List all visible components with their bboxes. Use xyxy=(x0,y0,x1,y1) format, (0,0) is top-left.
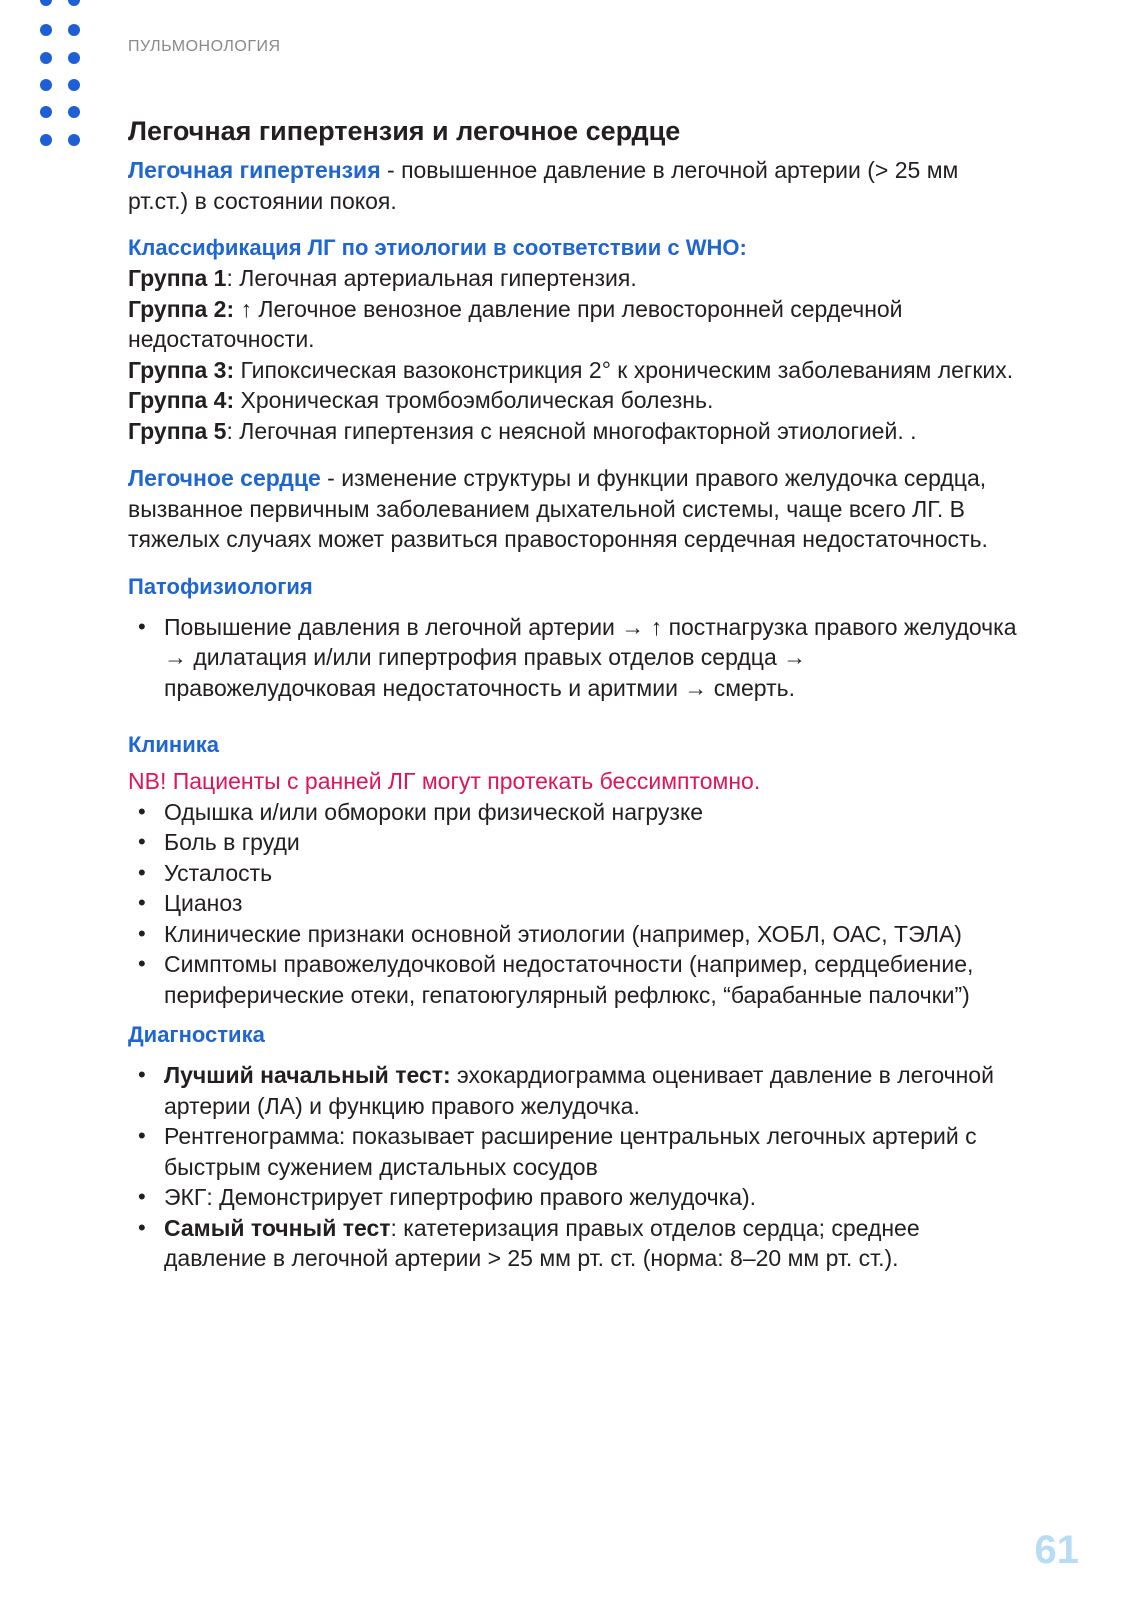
diagnostics-list xyxy=(128,1060,1018,1274)
list-item: • Боль в груди xyxy=(164,827,1018,858)
group-text: ↑ Легочное венозное давление при левосторонней сердечной недостаточности. xyxy=(128,295,903,353)
clinic-list xyxy=(128,797,1018,1011)
list-item: • Клинические признаки основной этиологии (например, ХОБЛ, ОАС, ТЭЛА) xyxy=(164,919,1018,950)
classification-group: Группа 1: Легочная артериальная гипертензия. xyxy=(128,265,637,292)
list-item: • Лучший начальный тест: эхокардиограмма оценивает давление в легочной артерии (ЛА) и функцию правого желудочка. xyxy=(164,1060,1018,1121)
page-number: 61 xyxy=(1034,1528,1079,1572)
clinic-heading: Клиника xyxy=(128,732,219,758)
dot-icon xyxy=(68,24,80,36)
list-item: • Симптомы правожелудочковой недостаточности (например, сердцебиение, периферические отеки, гепатоюгулярный рефлюкс, “барабанные палочки”) xyxy=(164,949,1018,1010)
list-item: • Самый точный тест: катетеризация правых отделов сердца; среднее давление в легочной артерии > 25 мм рт. ст. (норма: 8–20 мм рт. ст.). xyxy=(164,1213,1018,1274)
definition-cor-pulmonale xyxy=(128,463,1018,555)
list-item: • Рентгенограмма: показывает расширение центральных легочных артерий с быстрым сужением дистальных сосудов xyxy=(164,1121,1018,1182)
group-label: Группа 1 xyxy=(128,265,227,292)
diagnostics-heading: Диагностика xyxy=(128,1022,265,1048)
dot-icon xyxy=(40,52,52,64)
group-text: Гипоксическая вазоконстрикция 2° к хроническим заболеваниям легких. xyxy=(234,356,1014,383)
dot-icon xyxy=(40,106,52,118)
group-text: Легочная артериальная гипертензия. xyxy=(232,265,637,292)
pathophysiology-list xyxy=(128,612,1018,704)
classification-group xyxy=(128,355,1018,386)
dot-icon xyxy=(40,0,52,6)
definition-text: - изменение структуры и функции правого желудочка сердца, вызванное первичным заболеванием дыхательной системы, чаще всего ЛГ. В тяжелых случаях может развиться правосторонняя сердечная недостаточность. xyxy=(128,465,988,553)
group-text: Хроническая тромбоэмболическая болезнь. xyxy=(234,387,714,414)
page-title: Легочная гипертензия и легочное сердце xyxy=(128,116,681,146)
group-label: Группа 5 xyxy=(128,417,227,444)
list-item: • ЭКГ: Демонстрирует гипертрофию правого желудочка). xyxy=(164,1182,1018,1213)
group-text: Легочная гипертензия с неясной многофакторной этиологией. . xyxy=(232,417,917,444)
page-content xyxy=(128,115,1018,1274)
classification-group xyxy=(128,385,1018,416)
item-bold-lead: Лучший начальный тест: xyxy=(164,1062,451,1089)
definition-text: - повышенное давление в легочной артерии (> 25 мм рт.ст.) в состоянии покоя. xyxy=(128,157,959,214)
definition-term: Легочное сердце xyxy=(128,465,321,492)
dot-icon xyxy=(68,52,80,64)
classification-group: Группа 5: Легочная гипертензия с неясной многофакторной этиологией. . xyxy=(128,417,917,444)
clinic-warning-note: NB! Пациенты с ранней ЛГ могут протекать бессимптомно. xyxy=(128,768,761,795)
dot-icon xyxy=(40,24,52,36)
dot-icon xyxy=(68,106,80,118)
group-label: Группа 2: xyxy=(128,295,235,322)
group-label: Группа 4: xyxy=(128,387,235,414)
item-bold-lead: Самый точный тест xyxy=(164,1214,391,1241)
group-label: Группа 3: xyxy=(128,356,235,383)
definition-term: Легочная гипертензия xyxy=(128,157,381,184)
pathophysiology-heading: Патофизиология xyxy=(128,573,313,599)
dot-icon xyxy=(40,79,52,91)
list-item: • Усталость xyxy=(164,858,1018,889)
dot-icon xyxy=(68,79,80,91)
definition-pulmonary-hypertension xyxy=(128,155,1018,216)
classification-group xyxy=(128,294,1018,355)
dot-icon xyxy=(40,134,52,146)
list-item: • Цианоз xyxy=(164,888,1018,919)
running-header: ПУЛЬМОНОЛОГИЯ xyxy=(128,38,281,55)
list-item: • Повышение давления в легочной артерии → ↑ постнагрузка правого желудочка → дилатация и/или гипертрофия правых отделов сердца → правожелудочковая недостаточность и аритмии → смерть. xyxy=(164,612,1018,704)
dot-icon xyxy=(68,0,80,6)
list-item: • Одышка и/или обмороки при физической нагрузке xyxy=(164,797,1018,828)
dot-icon xyxy=(68,134,80,146)
classification-heading: Классификация ЛГ по этиологии в соответствии с WHO: xyxy=(128,235,747,261)
